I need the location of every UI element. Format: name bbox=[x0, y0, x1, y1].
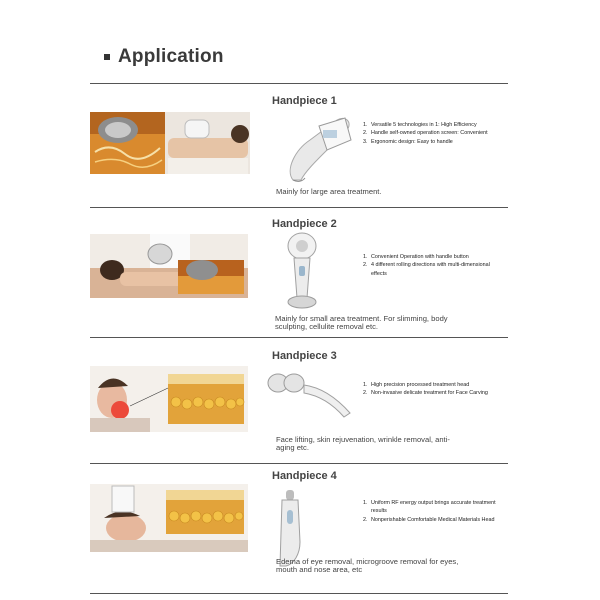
handpiece-1-section bbox=[90, 84, 508, 206]
feature-list bbox=[363, 381, 503, 398]
handpiece-title: Handpiece 3 bbox=[272, 350, 337, 362]
feature-item: 1. Convenient Operation with handle button bbox=[363, 254, 469, 260]
feature-item: 2. Nonperishable Comfortable Medical Materials Head bbox=[363, 516, 495, 523]
handpiece-description: Edema of eye removal, microgroove removal for eyes, mouth and nose area, etc bbox=[276, 557, 459, 574]
handpiece-title: Handpiece 1 bbox=[272, 95, 337, 107]
feature-item: 2. Non-invasive delicate treatment for Face Carving bbox=[363, 390, 488, 397]
handpiece-description: Face lifting, skin rejuvenation, wrinkle removal, anti-aging etc. bbox=[276, 435, 450, 452]
feature-list bbox=[363, 121, 508, 146]
feature-item: 1. Uniform RF energy output brings accurate treatment results bbox=[363, 500, 496, 515]
feature-item: 2. 4 different rolling directions with multi-dimensional effects bbox=[363, 262, 490, 277]
feature-item: 1. High precision processed treatment head bbox=[363, 382, 470, 388]
page-header bbox=[104, 46, 224, 68]
handpiece-2-device-image bbox=[282, 232, 322, 317]
handpiece-1-device-image bbox=[275, 110, 355, 191]
handpiece-title: Handpiece 2 bbox=[272, 218, 337, 230]
divider bbox=[90, 593, 508, 594]
feature-item: 3. Ergonomic design: Easy to handle bbox=[363, 138, 453, 145]
handpiece-description: Mainly for small area treatment. For slimming, body sculpting, cellulite removal etc. bbox=[275, 314, 448, 331]
feature-item: 2. Handle self-owned operation screen: Convenient bbox=[363, 130, 488, 137]
handpiece-2-section bbox=[90, 208, 508, 336]
feature-list bbox=[363, 253, 503, 278]
handpiece-description: Mainly for large area treatment. bbox=[276, 187, 382, 196]
handpiece-4-treatment-photo bbox=[90, 484, 248, 552]
feature-list bbox=[363, 499, 503, 524]
handpiece-3-treatment-photo bbox=[90, 366, 248, 432]
page-title: Application bbox=[118, 46, 224, 67]
title-bullet bbox=[104, 54, 110, 60]
handpiece-2-treatment-photo bbox=[90, 234, 248, 298]
feature-item: 1. Versatile 5 technologies in 1: High Efficiency bbox=[363, 122, 477, 128]
handpiece-3-section bbox=[90, 338, 508, 462]
handpiece-1-treatment-photo bbox=[90, 112, 250, 174]
handpiece-title: Handpiece 4 bbox=[272, 470, 337, 482]
handpiece-4-section bbox=[90, 464, 508, 592]
handpiece-3-device-image bbox=[264, 371, 354, 426]
